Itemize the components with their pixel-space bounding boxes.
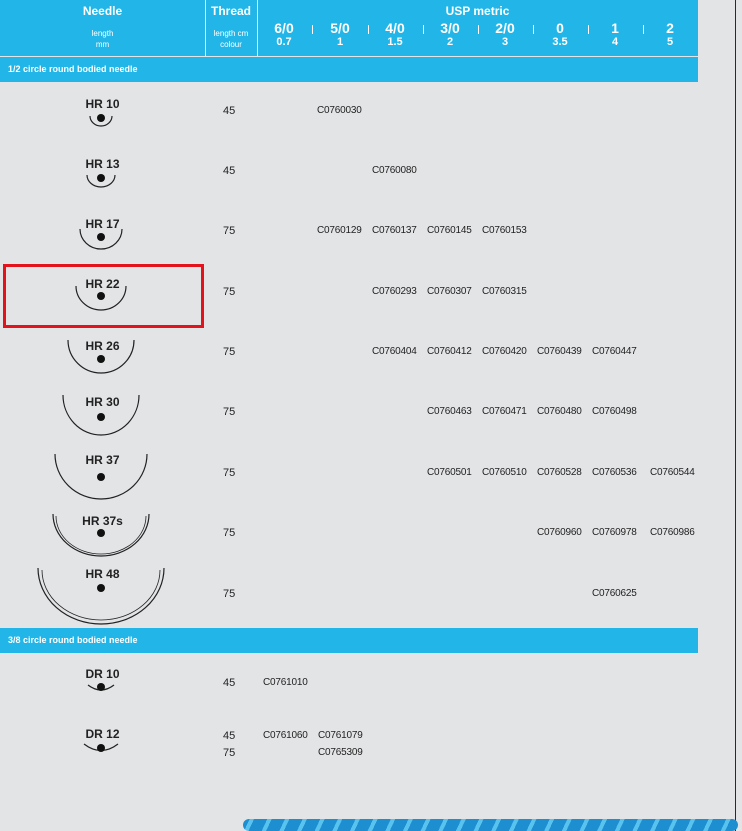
product-code: C0765309 xyxy=(318,747,363,758)
usp-column-2-0 xyxy=(478,20,532,48)
usp-size: 3/0 xyxy=(440,20,460,36)
needle-curve-icon xyxy=(0,442,205,504)
needle-unit-label: mm xyxy=(95,40,110,49)
product-code: C0760544 xyxy=(650,467,695,478)
thread-length: 75 xyxy=(223,588,236,600)
product-code: C0760498 xyxy=(592,406,637,417)
table-row xyxy=(0,653,698,713)
product-code: C0760307 xyxy=(427,286,472,297)
thread-length: 75 xyxy=(223,406,236,418)
product-code: C0760137 xyxy=(372,225,417,236)
thread-length: 75 xyxy=(223,747,236,759)
thread-length: 75 xyxy=(223,527,236,539)
product-code: C0760528 xyxy=(537,467,582,478)
usp-metric-title: USP metric xyxy=(445,4,510,18)
product-code: C0760129 xyxy=(317,225,362,236)
product-code: C0761010 xyxy=(263,677,308,688)
metric-size: 5 xyxy=(666,36,674,48)
table-row xyxy=(0,82,698,142)
metric-size: 0.7 xyxy=(276,36,292,48)
section-three-eighths-circle-header: 3/8 circle round bodied needle xyxy=(0,628,698,653)
usp-column-4-0 xyxy=(368,20,422,48)
needle-curve-icon xyxy=(0,142,205,202)
needle-code: HR 37s xyxy=(82,514,123,528)
needle-code: HR 13 xyxy=(85,157,120,171)
product-code: C0760447 xyxy=(592,346,637,357)
table-row xyxy=(0,442,698,504)
metric-size: 1 xyxy=(336,36,344,48)
product-code: C0760439 xyxy=(537,346,582,357)
needle-code: DR 12 xyxy=(85,727,120,741)
usp-size: 5/0 xyxy=(330,20,350,36)
usp-size: 6/0 xyxy=(274,20,294,36)
thread-length: 75 xyxy=(223,225,236,237)
product-code: C0760501 xyxy=(427,467,472,478)
needle-length-label: length xyxy=(91,29,114,38)
table-row xyxy=(0,322,698,382)
usp-size: 1 xyxy=(611,20,619,36)
thread-length: 45 xyxy=(223,677,236,689)
section-half-circle-header: 1/2 circle round bodied needle xyxy=(0,57,698,82)
needle-code: HR 26 xyxy=(85,339,120,353)
needle-code: HR 48 xyxy=(85,567,120,581)
needle-code: HR 10 xyxy=(85,97,120,111)
product-code: C0760420 xyxy=(482,346,527,357)
metric-size: 3 xyxy=(501,36,509,48)
table-row xyxy=(0,504,698,562)
needle-code: HR 22 xyxy=(85,277,120,291)
needle-code: HR 17 xyxy=(85,217,120,231)
product-code: C0761060 xyxy=(263,730,308,741)
metric-size: 3.5 xyxy=(552,36,568,48)
needle-code: HR 30 xyxy=(85,395,120,409)
thread-colour-label: colour xyxy=(220,40,242,49)
product-code: C0760986 xyxy=(650,527,695,538)
needle-curve-icon xyxy=(0,562,205,626)
product-code: C0760404 xyxy=(372,346,417,357)
usp-column-5-0 xyxy=(313,20,367,48)
thread-length-label: length cm xyxy=(213,29,249,38)
thread-length: 45 xyxy=(223,730,236,742)
page-edge-line xyxy=(735,0,736,831)
metric-size: 4 xyxy=(611,36,619,48)
needle-code: HR 37 xyxy=(85,453,120,467)
product-code: C0760153 xyxy=(482,225,527,236)
hr22-selection-highlight xyxy=(3,264,204,328)
needle-curve-icon xyxy=(0,653,205,713)
thread-length: 45 xyxy=(223,105,236,117)
metric-size: 1.5 xyxy=(387,36,403,48)
product-code: C0760030 xyxy=(317,105,362,116)
needle-curve-icon xyxy=(0,713,205,773)
product-code: C0761079 xyxy=(318,730,363,741)
needle-curve-icon xyxy=(0,202,205,262)
product-code: C0760471 xyxy=(482,406,527,417)
product-code: C0760625 xyxy=(592,588,637,599)
decorative-suture-bar xyxy=(243,819,738,831)
product-code: C0760315 xyxy=(482,286,527,297)
product-code: C0760978 xyxy=(592,527,637,538)
table-row xyxy=(0,562,698,626)
thread-column-title: Thread xyxy=(210,4,251,18)
table-header xyxy=(0,0,698,56)
product-code: C0760145 xyxy=(427,225,472,236)
product-code: C0760510 xyxy=(482,467,527,478)
product-code: C0760536 xyxy=(592,467,637,478)
usp-column-3-0 xyxy=(423,20,477,48)
product-code: C0760293 xyxy=(372,286,417,297)
usp-column-0 xyxy=(533,20,587,48)
table-row xyxy=(0,382,698,442)
needle-curve-icon xyxy=(0,82,205,142)
usp-size: 0 xyxy=(556,20,564,36)
needle-curve-icon xyxy=(0,504,205,562)
usp-size: 4/0 xyxy=(385,20,405,36)
needle-column-title: Needle xyxy=(82,4,123,18)
table-row xyxy=(0,142,698,202)
table-row xyxy=(0,713,698,773)
thread-length: 75 xyxy=(223,346,236,358)
product-code: C0760412 xyxy=(427,346,472,357)
product-code: C0760480 xyxy=(537,406,582,417)
usp-size: 2 xyxy=(666,20,674,36)
usp-column-6-0 xyxy=(257,20,311,48)
thread-length: 75 xyxy=(223,467,236,479)
needle-code: DR 10 xyxy=(85,667,120,681)
needle-curve-icon xyxy=(0,382,205,442)
table-row xyxy=(0,202,698,262)
product-code: C0760080 xyxy=(372,165,417,176)
usp-size: 2/0 xyxy=(495,20,515,36)
usp-column-2 xyxy=(643,20,697,48)
thread-length: 75 xyxy=(223,286,236,298)
metric-size: 2 xyxy=(446,36,454,48)
product-code: C0760960 xyxy=(537,527,582,538)
thread-length: 45 xyxy=(223,165,236,177)
usp-column-1 xyxy=(588,20,642,48)
product-code: C0760463 xyxy=(427,406,472,417)
needle-curve-icon xyxy=(0,322,205,382)
